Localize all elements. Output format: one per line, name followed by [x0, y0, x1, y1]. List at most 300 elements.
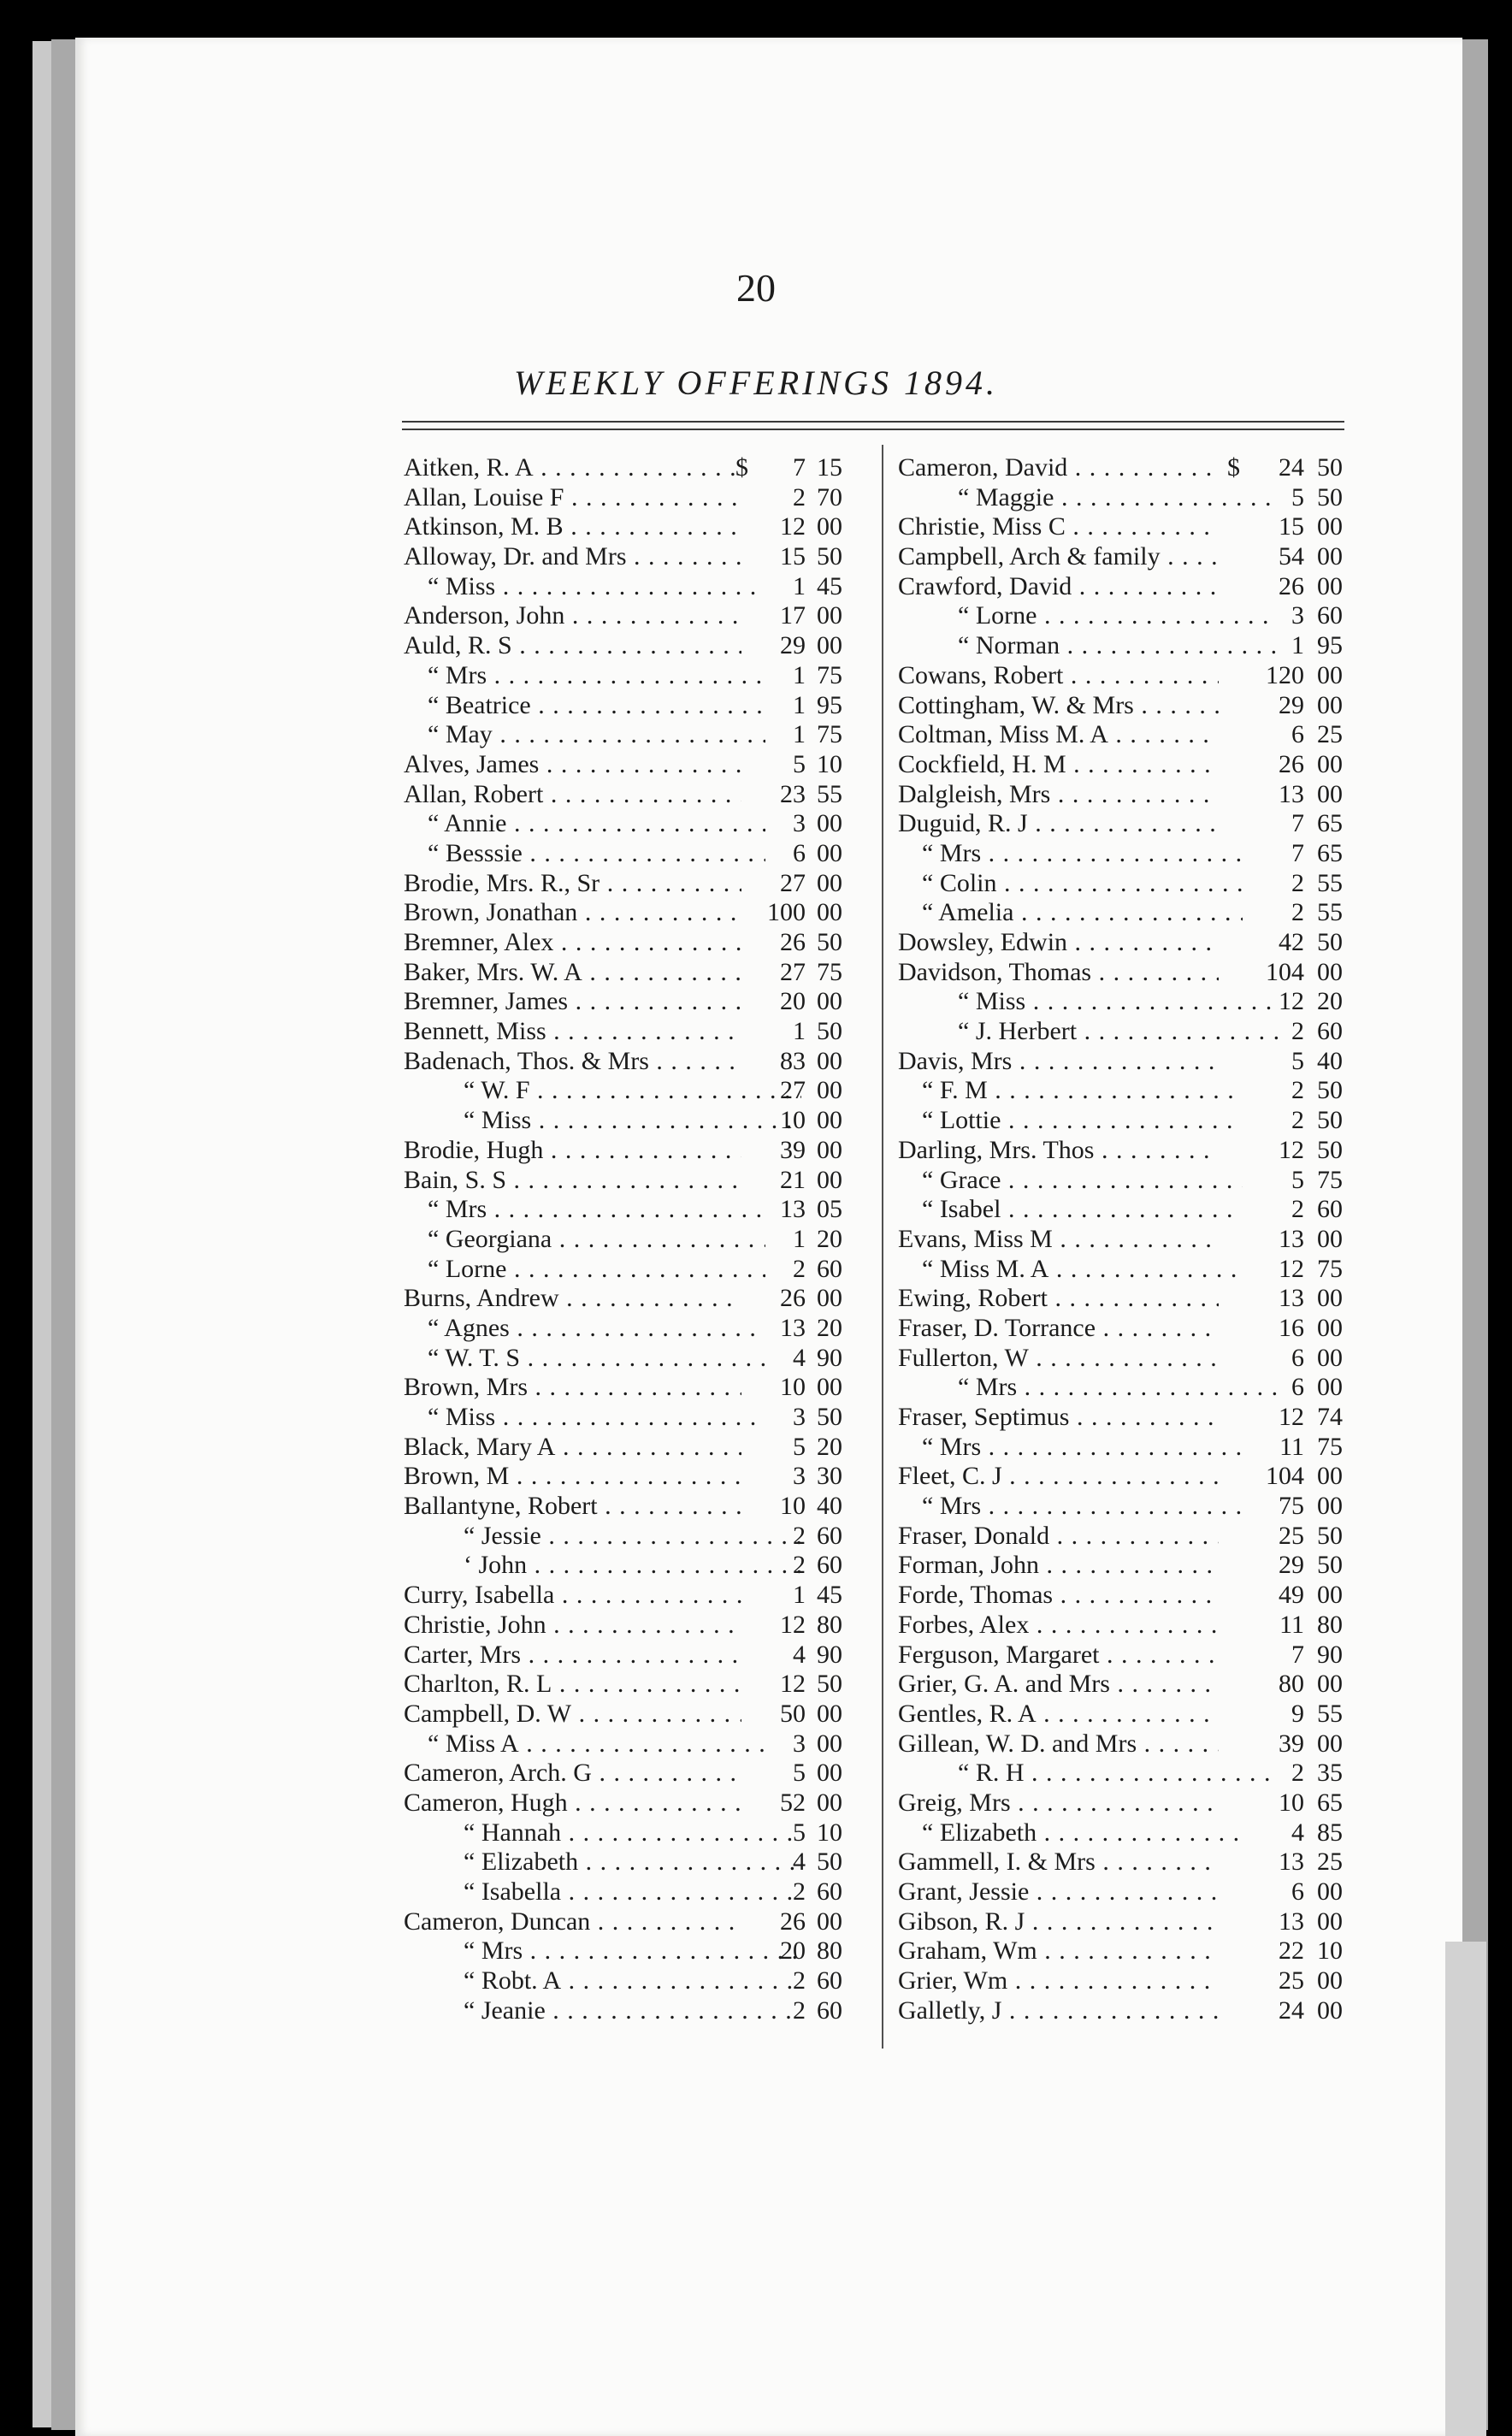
amount-cents: 50 [1317, 1076, 1343, 1105]
amount-cents: 05 [817, 1195, 842, 1224]
offering-row [898, 1433, 1351, 1463]
donor-name: Grier, Wm . . . [898, 1966, 1219, 1996]
amount-cents: 90 [817, 1343, 842, 1372]
amount-dollars: 23 [780, 779, 806, 808]
donor-name: Fraser, Septimus . . . [898, 1403, 1219, 1433]
amount-cents: 80 [817, 1610, 842, 1639]
amount-cents: 60 [817, 1551, 842, 1580]
offering-row [898, 1522, 1351, 1552]
offering-row [404, 898, 857, 928]
donor-name: “ Mrs . . . [404, 661, 765, 691]
donor-name: “ Miss M. A . . . [898, 1255, 1243, 1285]
donor-name: “ Elizabeth . . . [898, 1818, 1243, 1848]
amount-dollars: 13 [1279, 1848, 1304, 1877]
amount-dollars: 26 [780, 1907, 806, 1936]
offering-row [404, 1076, 857, 1106]
offering-row [404, 809, 857, 839]
donor-name: Auld, R. S . . . [404, 631, 741, 661]
amount-dollars: 12 [1279, 1254, 1304, 1283]
donor-name: “ Amelia . . . [898, 898, 1243, 928]
amount-dollars: 2 [793, 1254, 806, 1283]
amount-dollars: 2 [1291, 1759, 1304, 1788]
donor-name: Davidson, Thomas . . . [898, 958, 1219, 988]
offering-row [898, 1877, 1351, 1907]
donor-name: “ Lottie . . . [898, 1106, 1243, 1136]
offering-row [898, 1344, 1351, 1374]
amount-dollars: 26 [780, 928, 806, 956]
amount-dollars: 2 [1291, 898, 1304, 927]
amount-dollars: 5 [793, 1432, 806, 1461]
amount-cents: 00 [817, 898, 842, 927]
donor-name: “ May . . . [404, 720, 765, 750]
amount-cents: 00 [1317, 571, 1343, 600]
donor-name: “ Mrs . . . [898, 1433, 1243, 1463]
offering-row [404, 691, 857, 721]
amount-dollars: 7 [1291, 809, 1304, 838]
amount-cents: 50 [817, 1017, 842, 1046]
offering-row [404, 1522, 857, 1552]
amount-cents: 00 [1317, 1284, 1343, 1313]
amount-dollars: 29 [780, 631, 806, 660]
offering-row [404, 1344, 857, 1374]
amount-cents: 00 [1317, 779, 1343, 808]
amount-dollars: 10 [780, 1106, 806, 1135]
amount-dollars: 6 [1291, 1877, 1304, 1906]
donor-name: “ Miss . . . [404, 572, 765, 602]
donor-name: Davis, Mrs . . . [898, 1047, 1219, 1077]
amount-dollars: 3 [793, 1729, 806, 1758]
amount-cents: 00 [817, 1729, 842, 1758]
amount-dollars: 83 [780, 1046, 806, 1075]
donor-name: Brodie, Hugh . . . [404, 1136, 741, 1166]
amount-cents: 65 [1317, 809, 1343, 838]
donor-name: Christie, Miss C . . . [898, 512, 1219, 542]
amount-dollars: 2 [793, 1551, 806, 1580]
offering-row [898, 1076, 1351, 1106]
amount-dollars: 5 [793, 1759, 806, 1788]
donor-name: “ Colin . . . [898, 869, 1243, 899]
donor-name: “ Elizabeth . . . [404, 1848, 801, 1877]
amount-cents: 20 [817, 1313, 842, 1342]
amount-dollars: 11 [1279, 1610, 1304, 1639]
offering-row [404, 987, 857, 1017]
currency-symbol: $ [1227, 453, 1240, 482]
donor-name: Galletly, J . . . [898, 1996, 1219, 2026]
donor-name: “ Mrs . . . [404, 1936, 801, 1966]
offering-row [404, 1373, 857, 1403]
amount-cents: 00 [1317, 1373, 1343, 1402]
amount-dollars: 13 [1279, 1907, 1304, 1936]
amount-cents: 80 [817, 1936, 842, 1966]
amount-cents: 00 [817, 1046, 842, 1075]
amount-cents: 00 [1317, 957, 1343, 986]
donor-name: Curry, Isabella . . . [404, 1581, 741, 1611]
amount-dollars: 15 [1279, 512, 1304, 541]
donor-name: “ Miss . . . [898, 987, 1279, 1017]
right-column [898, 453, 1351, 2025]
donor-name: Alloway, Dr. and Mrs . . . [404, 542, 741, 572]
amount-dollars: 27 [780, 868, 806, 897]
offering-row [898, 661, 1351, 691]
amount-dollars: 6 [1291, 1373, 1304, 1402]
donor-name: Greig, Mrs . . . [898, 1789, 1219, 1818]
donor-name: Grant, Jessie . . . [898, 1877, 1219, 1907]
amount-cents: 00 [817, 809, 842, 838]
offering-row [404, 453, 857, 483]
amount-cents: 00 [1317, 690, 1343, 719]
amount-cents: 55 [1317, 868, 1343, 897]
donor-name: “ Robt. A . . . [404, 1966, 801, 1996]
amount-cents: 00 [817, 868, 842, 897]
amount-cents: 15 [817, 453, 842, 482]
amount-dollars: 2 [793, 1966, 806, 1996]
donor-name: Anderson, John . . . [404, 601, 741, 631]
amount-cents: 40 [817, 1492, 842, 1521]
amount-cents: 90 [1317, 1640, 1343, 1669]
amount-dollars: 3 [1291, 601, 1304, 630]
donor-name: Darling, Mrs. Thos . . . [898, 1136, 1219, 1166]
amount-cents: 00 [1317, 1996, 1343, 2025]
offering-row [898, 1996, 1351, 2026]
amount-dollars: 22 [1279, 1936, 1304, 1966]
donor-name: Graham, Wm . . . [898, 1936, 1219, 1966]
page-right-edge [1445, 1942, 1486, 2436]
amount-cents: 00 [817, 838, 842, 867]
amount-cents: 10 [817, 749, 842, 778]
amount-dollars: 1 [793, 690, 806, 719]
amount-cents: 00 [1317, 1966, 1343, 1996]
donor-name: Bain, S. S . . . [404, 1166, 741, 1196]
offering-row [404, 1166, 857, 1196]
amount-dollars: 13 [1279, 779, 1304, 808]
amount-cents: 00 [817, 1135, 842, 1164]
offering-row [898, 1462, 1351, 1492]
offering-row [404, 631, 857, 661]
amount-dollars: 6 [1291, 1343, 1304, 1372]
amount-cents: 74 [1317, 1403, 1343, 1431]
offering-row [404, 1670, 857, 1700]
amount-dollars: 4 [793, 1640, 806, 1669]
offering-row [404, 1966, 857, 1996]
amount-dollars: 4 [793, 1343, 806, 1372]
donor-name: Gentles, R. A . . . [898, 1700, 1219, 1729]
amount-dollars: 5 [1291, 1165, 1304, 1194]
offering-row [898, 1551, 1351, 1581]
amount-dollars: 17 [780, 601, 806, 630]
donor-name: Fleet, C. J . . . [898, 1462, 1219, 1492]
amount-dollars: 10 [780, 1373, 806, 1402]
offering-row [898, 1848, 1351, 1877]
amount-dollars: 3 [793, 1403, 806, 1431]
amount-cents: 75 [817, 720, 842, 749]
offering-row [404, 1106, 857, 1136]
offering-row [898, 928, 1351, 958]
donor-name: Cottingham, W. & Mrs . . . [898, 691, 1219, 721]
donor-name: Aitken, R. A . . . [404, 453, 741, 483]
offering-row [404, 1759, 857, 1789]
donor-name: “ Mrs . . . [898, 839, 1243, 869]
donor-name: Forman, John . . . [898, 1551, 1219, 1581]
offering-row [898, 512, 1351, 542]
donor-name: Bremner, Alex . . . [404, 928, 741, 958]
offering-row [404, 1611, 857, 1641]
offering-row [404, 572, 857, 602]
amount-cents: 00 [1317, 1670, 1343, 1699]
amount-dollars: 39 [780, 1135, 806, 1164]
amount-cents: 00 [817, 601, 842, 630]
offering-row [898, 1284, 1351, 1314]
amount-cents: 55 [1317, 898, 1343, 927]
offering-row [898, 1907, 1351, 1937]
offering-row [404, 1848, 857, 1877]
amount-cents: 00 [1317, 1581, 1343, 1610]
offering-row [898, 780, 1351, 810]
offering-row [898, 483, 1351, 513]
amount-cents: 00 [817, 1759, 842, 1788]
offering-row [898, 572, 1351, 602]
offering-row [404, 1047, 857, 1077]
offering-row [898, 1729, 1351, 1759]
amount-dollars: 2 [1291, 868, 1304, 897]
amount-cents: 60 [817, 1996, 842, 2025]
amount-cents: 00 [1317, 1907, 1343, 1936]
offering-row [404, 839, 857, 869]
amount-cents: 50 [1317, 482, 1343, 511]
donor-name: Cameron, David . . . [898, 453, 1219, 483]
amount-dollars: 25 [1279, 1521, 1304, 1550]
donor-name: Coltman, Miss M. A . . . [898, 720, 1219, 750]
amount-cents: 60 [1317, 1017, 1343, 1046]
title-rule-top [402, 421, 1344, 423]
amount-dollars: 2 [1291, 1017, 1304, 1046]
amount-dollars: 5 [1291, 1046, 1304, 1075]
offering-row [404, 1907, 857, 1937]
amount-dollars: 2 [1291, 1076, 1304, 1105]
amount-cents: 00 [1317, 1462, 1343, 1491]
amount-dollars: 15 [780, 542, 806, 571]
amount-dollars: 1 [793, 1581, 806, 1610]
amount-cents: 60 [817, 1254, 842, 1283]
amount-dollars: 6 [793, 838, 806, 867]
offering-row [404, 1195, 857, 1225]
donor-name: Cockfield, H. M . . . [898, 750, 1219, 780]
amount-dollars: 13 [1279, 1284, 1304, 1313]
amount-dollars: 104 [1266, 1462, 1304, 1491]
donor-name: “ W. F . . . [404, 1076, 801, 1106]
offering-row [898, 1047, 1351, 1077]
amount-dollars: 12 [780, 512, 806, 541]
amount-cents: 50 [817, 928, 842, 956]
amount-dollars: 7 [793, 453, 806, 482]
amount-dollars: 1 [793, 571, 806, 600]
offering-row [898, 869, 1351, 899]
donor-name: Badenach, Thos. & Mrs . . . [404, 1047, 741, 1077]
offering-row [404, 958, 857, 988]
donor-name: “ Besssie . . . [404, 839, 765, 869]
amount-cents: 20 [1317, 987, 1343, 1016]
amount-cents: 60 [1317, 1195, 1343, 1224]
amount-cents: 65 [1317, 838, 1343, 867]
offering-row [404, 1225, 857, 1255]
amount-dollars: 5 [1291, 482, 1304, 511]
amount-dollars: 29 [1279, 1551, 1304, 1580]
amount-dollars: 12 [780, 1670, 806, 1699]
amount-cents: 00 [1317, 660, 1343, 689]
left-column [404, 453, 857, 2025]
amount-dollars: 13 [780, 1195, 806, 1224]
amount-dollars: 27 [780, 1076, 806, 1105]
donor-name: Fullerton, W . . . [898, 1344, 1219, 1374]
amount-dollars: 104 [1266, 957, 1304, 986]
amount-cents: 25 [1317, 1848, 1343, 1877]
donor-name: “ Miss A . . . [404, 1729, 765, 1759]
amount-dollars: 29 [1279, 690, 1304, 719]
donor-name: “ Agnes . . . [404, 1314, 765, 1344]
amount-cents: 00 [817, 631, 842, 660]
donor-name: Campbell, D. W . . . [404, 1700, 741, 1729]
amount-dollars: 4 [1291, 1818, 1304, 1847]
page-number: 20 [736, 266, 776, 310]
amount-cents: 70 [817, 482, 842, 511]
offering-row [898, 1759, 1351, 1789]
amount-cents: 55 [1317, 1699, 1343, 1728]
offering-row [898, 1700, 1351, 1729]
donor-name: Burns, Andrew . . . [404, 1284, 741, 1314]
donor-name: “ Grace . . . [898, 1166, 1243, 1196]
donor-name: Cowans, Robert . . . [898, 661, 1219, 691]
amount-dollars: 2 [1291, 1195, 1304, 1224]
amount-dollars: 12 [1279, 1135, 1304, 1164]
amount-cents: 00 [1317, 542, 1343, 571]
amount-dollars: 2 [793, 1996, 806, 2025]
donor-name: “ Lorne . . . [898, 601, 1279, 631]
amount-cents: 90 [817, 1640, 842, 1669]
offering-row [898, 453, 1351, 483]
amount-cents: 00 [817, 1373, 842, 1402]
offering-row [404, 1017, 857, 1047]
offering-row [404, 1314, 857, 1344]
amount-dollars: 12 [1279, 987, 1304, 1016]
amount-cents: 10 [817, 1818, 842, 1847]
donor-name: “ W. T. S . . . [404, 1344, 765, 1374]
offering-row [404, 1462, 857, 1492]
donor-name: “ Jessie . . . [404, 1522, 801, 1552]
amount-dollars: 6 [1291, 720, 1304, 749]
donor-name: Ferguson, Margaret . . . [898, 1641, 1219, 1670]
offering-row [404, 1936, 857, 1966]
donor-name: Cameron, Hugh . . . [404, 1789, 741, 1818]
offering-row [898, 958, 1351, 988]
offering-row [404, 1284, 857, 1314]
donor-name: Charlton, R. L . . . [404, 1670, 741, 1700]
amount-cents: 20 [817, 1432, 842, 1461]
donor-name: “ Hannah . . . [404, 1818, 801, 1848]
offering-row [404, 780, 857, 810]
amount-cents: 00 [1317, 1729, 1343, 1758]
donor-name: Forbes, Alex . . . [898, 1611, 1219, 1641]
offering-row [898, 720, 1351, 750]
donor-name: Allan, Louise F . . . [404, 483, 741, 513]
donor-name: Ballantyne, Robert . . . [404, 1492, 741, 1522]
amount-dollars: 1 [793, 1224, 806, 1253]
column-divider [882, 445, 883, 2049]
amount-dollars: 26 [1279, 749, 1304, 778]
offering-row [898, 1017, 1351, 1047]
page-title: WEEKLY OFFERINGS 1894. [513, 364, 999, 402]
offering-row [404, 750, 857, 780]
donor-name: Cameron, Duncan . . . [404, 1907, 741, 1937]
amount-dollars: 21 [780, 1165, 806, 1194]
donor-name: “ F. M . . . [898, 1076, 1243, 1106]
amount-cents: 50 [1317, 1521, 1343, 1550]
offering-row [404, 1136, 857, 1166]
offering-row [404, 1403, 857, 1433]
amount-dollars: 1 [793, 660, 806, 689]
amount-dollars: 20 [780, 1936, 806, 1966]
donor-name: “ Isabel . . . [898, 1195, 1243, 1225]
donor-name: Duguid, R. J . . . [898, 809, 1219, 839]
offering-row [898, 987, 1351, 1017]
offering-row [404, 1789, 857, 1818]
offering-row [404, 601, 857, 631]
amount-dollars: 80 [1279, 1670, 1304, 1699]
offering-row [404, 1700, 857, 1729]
donor-name: “ Jeanie . . . [404, 1996, 801, 2026]
amount-cents: 00 [1317, 1492, 1343, 1521]
offering-row [898, 691, 1351, 721]
donor-name: Crawford, David . . . [898, 572, 1219, 602]
amount-cents: 95 [1317, 631, 1343, 660]
donor-name: “ Georgiana . . . [404, 1225, 765, 1255]
donor-name: Gammell, I. & Mrs . . . [898, 1848, 1219, 1877]
amount-dollars: 1 [793, 720, 806, 749]
offering-row [404, 542, 857, 572]
amount-dollars: 13 [1279, 1224, 1304, 1253]
amount-cents: 00 [817, 1788, 842, 1817]
donor-name: Allan, Robert . . . [404, 780, 741, 810]
donor-name: Gibson, R. J . . . [898, 1907, 1219, 1937]
amount-cents: 40 [1317, 1046, 1343, 1075]
donor-name: Baker, Mrs. W. A . . . [404, 958, 741, 988]
donor-name: Bremner, James . . . [404, 987, 741, 1017]
amount-dollars: 2 [1291, 1106, 1304, 1135]
amount-cents: 75 [817, 957, 842, 986]
donor-name: Cameron, Arch. G . . . [404, 1759, 741, 1789]
offering-row [898, 1403, 1351, 1433]
offering-row [898, 750, 1351, 780]
offering-row [898, 1641, 1351, 1670]
amount-dollars: 24 [1279, 453, 1304, 482]
amount-cents: 50 [1317, 1135, 1343, 1164]
offering-row [898, 1581, 1351, 1611]
donor-name: “ Mrs . . . [898, 1373, 1279, 1403]
title-rule-bottom [402, 429, 1344, 430]
donor-name: Evans, Miss M . . . [898, 1225, 1219, 1255]
amount-dollars: 54 [1279, 542, 1304, 571]
amount-cents: 75 [1317, 1165, 1343, 1194]
amount-cents: 30 [817, 1462, 842, 1491]
offering-row [898, 1225, 1351, 1255]
amount-dollars: 16 [1279, 1313, 1304, 1342]
donor-name: “ Maggie . . . [898, 483, 1279, 513]
amount-dollars: 50 [780, 1699, 806, 1728]
donor-name: “ Mrs . . . [404, 1195, 765, 1225]
offering-row [898, 1611, 1351, 1641]
amount-cents: 00 [817, 1076, 842, 1105]
offering-row [898, 1255, 1351, 1285]
offering-row [404, 1877, 857, 1907]
offering-row [404, 1641, 857, 1670]
